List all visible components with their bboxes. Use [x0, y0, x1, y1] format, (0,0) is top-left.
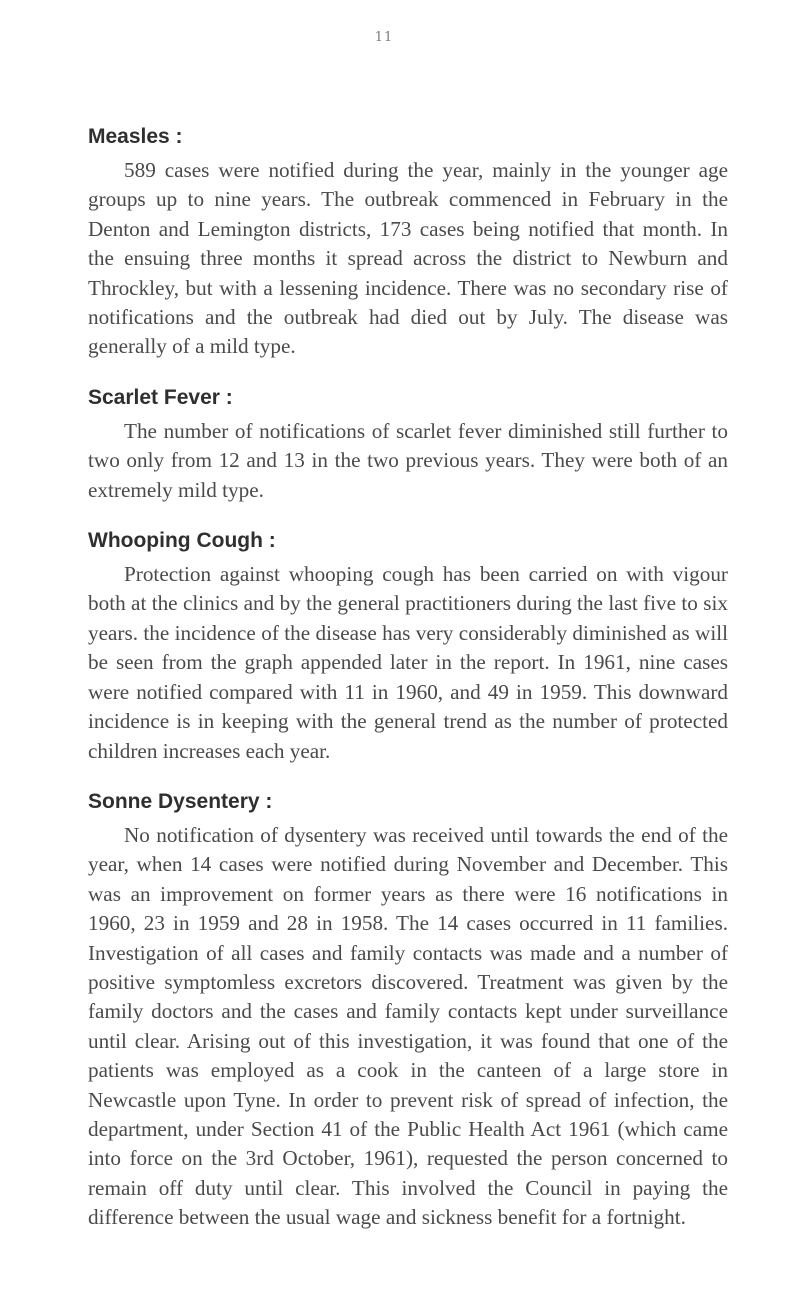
section-heading: Whooping Cough : — [88, 529, 276, 553]
page-number: 11 — [374, 30, 394, 45]
section-sonne-dysentery — [88, 787, 728, 1233]
section-paragraph: Protection against whooping cough has been carried on with vigour both at the clinics and by the general practitioners during the last five to six years. the incidence of the disease has very considerably diminished as will be seen from the graph appended later in the report. In 1961, nine cases were notified compared with 11 in 1960, and 49 in 1959. This downward incidence is in keeping with the general trend as the number of protected children increases each year. — [88, 562, 728, 763]
document-body — [88, 122, 728, 1254]
section-whooping-cough — [88, 526, 728, 766]
section-measles — [88, 122, 728, 362]
section-paragraph: The number of notifications of scarlet fever diminished still further to two only from 12 and 13 in the two previous years. They were both of an extremely mild type. — [88, 418, 728, 502]
section-paragraph: 589 cases were notified during the year, mainly in the younger age groups up to nine years. The outbreak commenced in February in the Denton and Lemington districts, 173 cases being notified that month. In the ensuing three months it spread across the district to Newburn and Throckley, but with a lessening incidence. There was no secondary rise of notifications and the outbreak had died out by July. The disease was generally of a mild type. — [88, 158, 728, 359]
section-heading: Scarlet Fever : — [88, 385, 233, 409]
section-scarlet-fever — [88, 383, 728, 505]
section-heading: Measles : — [88, 125, 183, 148]
section-heading: Sonne Dysentery : — [88, 789, 273, 813]
section-paragraph: No notification of dysentery was received until towards the end of the year, when 14 cases were notified during November and December. This was an improvement on former years as there were 16 notifications in 1960, 23 in 1959 and 28 in 1958. The 14 cases occurred in 11 families. Investigation of all cases and family contacts was made and a number of positive symptomless excretors discovered. Treatment was given by the family doctors and the cases and family contacts kept under surveillance until clear. Arising out of this investigation, it was found that one of the patients was employed as a cook in the canteen of a large store in Newcastle upon Tyne. In order to prevent risk of spread of infection, the department, under Section 41 of the Public Health Act 1961 (which came into force on the 3rd October, 1961), requested the person concerned to remain off duty until clear. This involved the Council in paying the difference between the usual wage and sickness benefit for a fortnight. — [88, 822, 728, 1230]
